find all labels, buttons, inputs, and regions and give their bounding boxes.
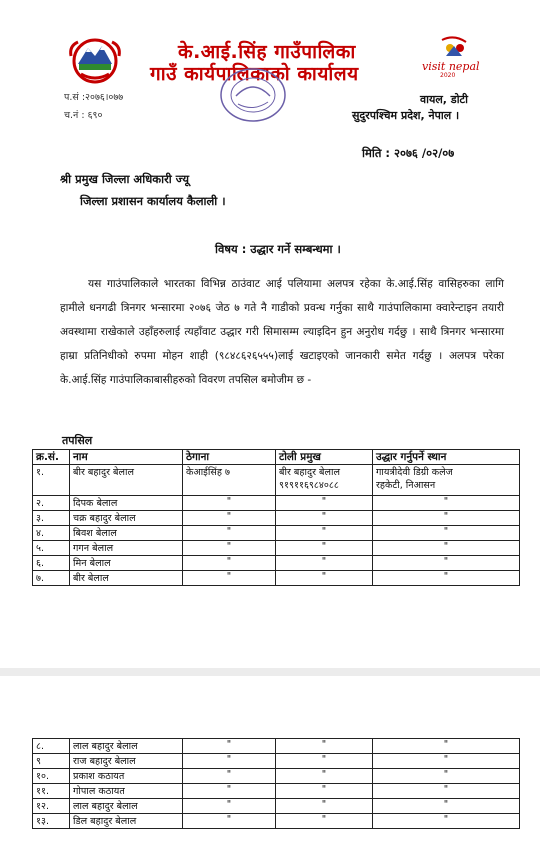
ditto-mark: " <box>276 784 373 799</box>
reference-number: प.सं :२०७६।०७७ <box>64 92 124 103</box>
ditto-mark: " <box>373 571 520 586</box>
table-row <box>33 769 520 784</box>
rescue-list-table-continued <box>32 738 520 829</box>
ditto-mark: " <box>276 571 373 586</box>
ditto-mark: " <box>276 511 373 526</box>
ditto-mark: " <box>373 814 520 829</box>
office-stamp <box>218 66 288 124</box>
table-row <box>33 541 520 556</box>
rescue-list-table <box>32 449 520 586</box>
ditto-mark: " <box>373 556 520 571</box>
recipient-line-1: श्री प्रमुख जिल्ला अधिकारी ज्यू <box>60 172 190 186</box>
row-sn: ४. <box>33 526 70 541</box>
header-team-leader: टोली प्रमुख <box>276 450 373 465</box>
address-line-2: सुदुरपश्चिम प्रदेश, नेपाल । <box>352 109 460 122</box>
row-sn: ५. <box>33 541 70 556</box>
row-name: गोपाल कठायत <box>70 784 183 799</box>
table-row <box>33 739 520 754</box>
row-name: चक्र बहादुर बेलाल <box>70 511 183 526</box>
row-name: डिल बहादुर बेलाल <box>70 814 183 829</box>
ditto-mark: " <box>183 571 276 586</box>
ditto-mark: " <box>183 814 276 829</box>
ditto-mark: " <box>373 496 520 511</box>
tapasil-label: तपसिल <box>62 434 93 447</box>
row-sn: ९ <box>33 754 70 769</box>
place-line-2: रहकेटी, निआसन <box>376 480 436 491</box>
ditto-mark: " <box>183 511 276 526</box>
ditto-mark: " <box>276 814 373 829</box>
ditto-mark: " <box>276 556 373 571</box>
table-row <box>33 511 520 526</box>
table-row <box>33 754 520 769</box>
ditto-mark: " <box>373 739 520 754</box>
ditto-mark: " <box>276 754 373 769</box>
ditto-mark: " <box>373 769 520 784</box>
table-row <box>33 571 520 586</box>
ditto-mark: " <box>276 526 373 541</box>
row-name: गगन बेलाल <box>70 541 183 556</box>
row-name: प्रकाश कठायत <box>70 769 183 784</box>
document-page-2 <box>0 676 540 858</box>
row-leader <box>276 465 373 496</box>
table-row <box>33 556 520 571</box>
table-row <box>33 526 520 541</box>
letter-date: मिति : २०७६ /०२/०७ <box>362 146 455 160</box>
table-row <box>33 799 520 814</box>
row-name: लाल बहादुर बेलाल <box>70 799 183 814</box>
row-name: दिपक बेलाल <box>70 496 183 511</box>
letter-body: यस गाउंपालिकाले भारतका विभिन्न ठाउंवाट आई पलियामा अलपत्र रहेका के.आई.सिंह वासिहरुका लागि हामीले धनगढी त्रिनगर भन्सारमा २०७६ जेठ ७ गते नै गाडीको प्रवन्ध गर्नुका साथै गाउंपालिकामा क्वारेन्टाइन तयारी अवस्थामा राखेकाले उहाँहरुलाई त्यहाँवाट उद्धार गरी सिमासम्म ल्याइदिन हुन अनुरोध गर्दछु । साथै त्रिनगर भन्सारमा हाम्रा प्रतिनिधीको रुपमा मोहन शाही (९८४८६२६५५५)लाई खटाइएको जानकारी समेत गर्दछु । अलपत्र परेका के.आई.सिंह गाउंपालिकाबासीहरुको विवरण तपसिल बमोजीम छ - <box>60 278 504 386</box>
ditto-mark: " <box>276 739 373 754</box>
municipality-title: के.आई.सिंह गाउँपालिका <box>178 41 356 63</box>
row-name: बिवश बेलाल <box>70 526 183 541</box>
header-name: नाम <box>70 450 183 465</box>
ditto-mark: " <box>183 799 276 814</box>
row-sn: १२. <box>33 799 70 814</box>
ditto-mark: " <box>373 754 520 769</box>
row-sn: ६. <box>33 556 70 571</box>
header-rescue-place: उद्धार गर्नुपर्ने स्थान <box>373 450 520 465</box>
letter-subject: विषय : उद्धार गर्ने सम्बन्धमा । <box>215 242 341 256</box>
visit-nepal-year: 2020 <box>440 72 456 78</box>
ditto-mark: " <box>276 496 373 511</box>
dispatch-number: च.नं : ६९० <box>64 110 103 121</box>
ditto-mark: " <box>183 556 276 571</box>
ditto-mark: " <box>276 799 373 814</box>
row-sn: २. <box>33 496 70 511</box>
address-line-1: वायल, डोटी <box>420 93 468 106</box>
place-line-1: गायत्रीदेवी डिग्री कलेज <box>376 467 453 478</box>
row-sn: ७. <box>33 571 70 586</box>
ditto-mark: " <box>183 496 276 511</box>
visit-nepal-text: visit nepal <box>422 60 480 73</box>
row-name: बीर बहादुर बेलाल <box>70 465 183 496</box>
row-sn: १. <box>33 465 70 496</box>
ditto-mark: " <box>373 784 520 799</box>
row-name: बीर बेलाल <box>70 571 183 586</box>
table-row <box>33 465 520 496</box>
table-row <box>33 784 520 799</box>
visit-nepal-logo <box>420 36 488 78</box>
row-sn: १३. <box>33 814 70 829</box>
row-sn: ८. <box>33 739 70 754</box>
ditto-mark: " <box>373 511 520 526</box>
row-sn: ११. <box>33 784 70 799</box>
ditto-mark: " <box>373 526 520 541</box>
table-row <box>33 496 520 511</box>
ditto-mark: " <box>373 799 520 814</box>
header-sn: क्र.सं. <box>33 450 70 465</box>
ditto-mark: " <box>276 769 373 784</box>
leader-phone: ९१९११६९८४०८८ <box>279 480 339 491</box>
ditto-mark: " <box>183 541 276 556</box>
ditto-mark: " <box>276 541 373 556</box>
recipient-line-2: जिल्ला प्रशासन कार्यालय कैलाली । <box>80 194 226 208</box>
ditto-mark: " <box>183 784 276 799</box>
table-header-row <box>33 450 520 465</box>
ditto-mark: " <box>183 739 276 754</box>
ditto-mark: " <box>183 769 276 784</box>
leader-name: बीर बहादुर बेलाल <box>279 467 341 478</box>
row-sn: ३. <box>33 511 70 526</box>
nepal-emblem-logo <box>66 34 124 84</box>
row-name: लाल बहादुर बेलाल <box>70 739 183 754</box>
header-address: ठेगाना <box>183 450 276 465</box>
row-name: राज बहादुर बेलाल <box>70 754 183 769</box>
row-address: केआईसिंह ७ <box>183 465 276 496</box>
row-name: मिन बेलाल <box>70 556 183 571</box>
ditto-mark: " <box>373 541 520 556</box>
row-place <box>373 465 520 496</box>
office-title: गाउँ कार्यपालिकाको कार्यालय <box>150 63 359 85</box>
row-sn: १०. <box>33 769 70 784</box>
ditto-mark: " <box>183 526 276 541</box>
ditto-mark: " <box>183 754 276 769</box>
table-row <box>33 814 520 829</box>
